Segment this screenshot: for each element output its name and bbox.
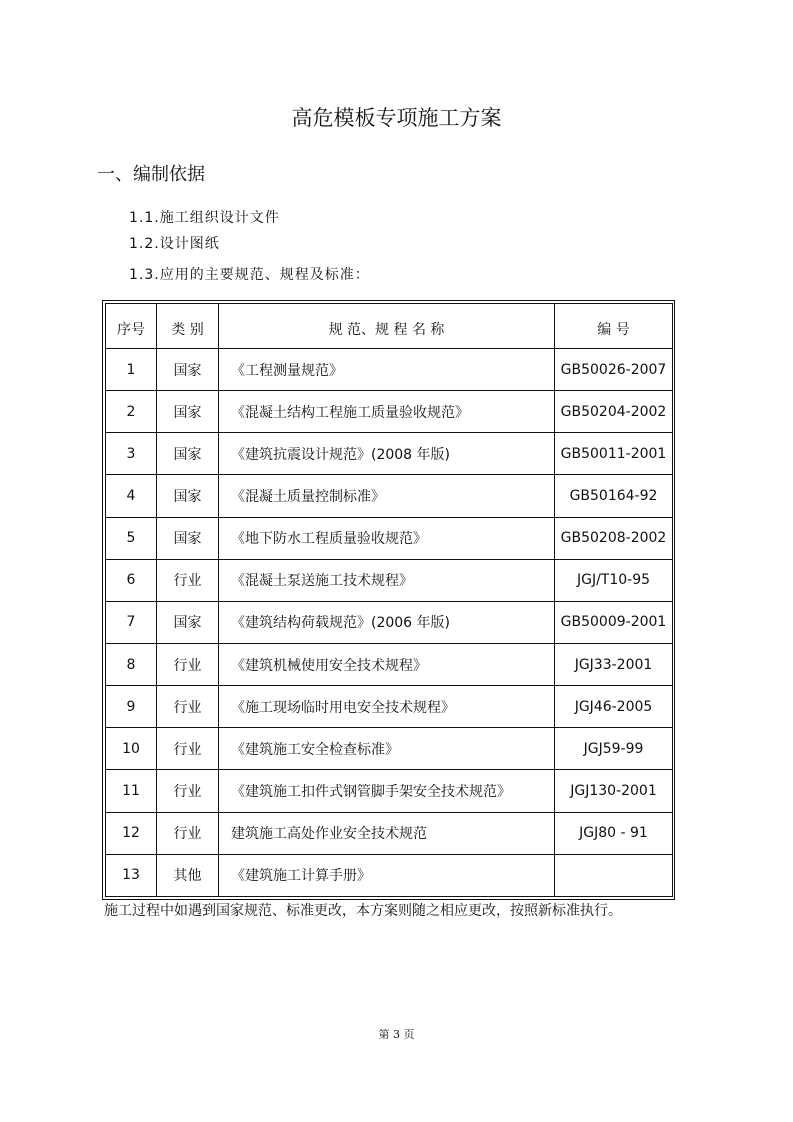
row-no: 10 (106, 728, 157, 770)
table-header-row (106, 304, 673, 349)
row-code: GB50208-2002 (555, 517, 673, 559)
row-name: 《建筑机械使用安全技术规程》 (219, 643, 555, 685)
row-code: GB50011-2001 (555, 433, 673, 475)
row-no: 5 (106, 517, 157, 559)
row-code: JGJ/T10-95 (555, 559, 673, 601)
table-row (106, 812, 673, 854)
row-no: 11 (106, 770, 157, 812)
row-name: 《地下防水工程质量验收规范》 (219, 517, 555, 559)
row-name: 《工程测量规范》 (219, 349, 555, 391)
row-code: GB50009-2001 (555, 601, 673, 643)
row-no: 4 (106, 475, 157, 517)
row-category: 其他 (157, 854, 219, 896)
table-row (106, 854, 673, 896)
row-name: 《混凝土泵送施工技术规程》 (219, 559, 555, 601)
row-no: 9 (106, 686, 157, 728)
row-code (555, 854, 673, 896)
table-row (106, 391, 673, 433)
row-code: JGJ33-2001 (555, 643, 673, 685)
row-no: 12 (106, 812, 157, 854)
table-row (106, 475, 673, 517)
row-no: 2 (106, 391, 157, 433)
row-code: JGJ46-2005 (555, 686, 673, 728)
row-category: 行业 (157, 728, 219, 770)
basis-item: 1.2.设计图纸 (129, 236, 220, 252)
row-code: GB50026-2007 (555, 349, 673, 391)
row-category: 行业 (157, 770, 219, 812)
row-no: 13 (106, 854, 157, 896)
row-name: 《建筑施工计算手册》 (219, 854, 555, 896)
row-name: 《建筑结构荷载规范》(2006 年版) (219, 601, 555, 643)
row-no: 7 (106, 601, 157, 643)
row-name: 《建筑抗震设计规范》(2008 年版) (219, 433, 555, 475)
row-name: 《建筑施工安全检查标准》 (219, 728, 555, 770)
row-name: 《混凝土质量控制标准》 (219, 475, 555, 517)
page-number: 第 3 页 (378, 1028, 415, 1041)
row-code: JGJ130-2001 (555, 770, 673, 812)
table-row (106, 686, 673, 728)
table-row (106, 601, 673, 643)
row-category: 行业 (157, 812, 219, 854)
row-category: 国家 (157, 517, 219, 559)
row-name: 《建筑施工扣件式钢管脚手架安全技术规范》 (219, 770, 555, 812)
row-category: 国家 (157, 391, 219, 433)
table-row (106, 643, 673, 685)
header-code: 编 号 (555, 304, 673, 349)
header-category: 类 别 (157, 304, 219, 349)
row-code: JGJ80 - 91 (555, 812, 673, 854)
row-category: 国家 (157, 475, 219, 517)
row-code: GB50164-92 (555, 475, 673, 517)
basis-item: 1.1.施工组织设计文件 (129, 210, 280, 226)
row-category: 行业 (157, 559, 219, 601)
table-row (106, 770, 673, 812)
section-heading: 一、编制依据 (97, 164, 205, 185)
row-category: 行业 (157, 686, 219, 728)
table-row (106, 728, 673, 770)
row-no: 6 (106, 559, 157, 601)
table-row (106, 517, 673, 559)
row-category: 国家 (157, 601, 219, 643)
table-row (106, 559, 673, 601)
standards-table (105, 303, 673, 897)
document-title: 高危模板专项施工方案 (291, 106, 502, 130)
row-category: 国家 (157, 349, 219, 391)
row-category: 国家 (157, 433, 219, 475)
footnote: 施工过程中如遇到国家规范、标准更改，本方案则随之相应更改，按照新标准执行。 (104, 903, 622, 919)
header-no: 序号 (106, 304, 157, 349)
row-name: 《施工现场临时用电安全技术规程》 (219, 686, 555, 728)
row-no: 3 (106, 433, 157, 475)
basis-item: 1.3.应用的主要规范、规程及标准： (129, 267, 370, 283)
row-name: 《混凝土结构工程施工质量验收规范》 (219, 391, 555, 433)
table-row (106, 433, 673, 475)
row-no: 8 (106, 643, 157, 685)
row-category: 行业 (157, 643, 219, 685)
standards-table-frame (102, 300, 675, 900)
row-name: 建筑施工高处作业安全技术规范 (219, 812, 555, 854)
row-code: GB50204-2002 (555, 391, 673, 433)
row-code: JGJ59-99 (555, 728, 673, 770)
header-name: 规 范、规 程 名 称 (219, 304, 555, 349)
row-no: 1 (106, 349, 157, 391)
table-row (106, 349, 673, 391)
